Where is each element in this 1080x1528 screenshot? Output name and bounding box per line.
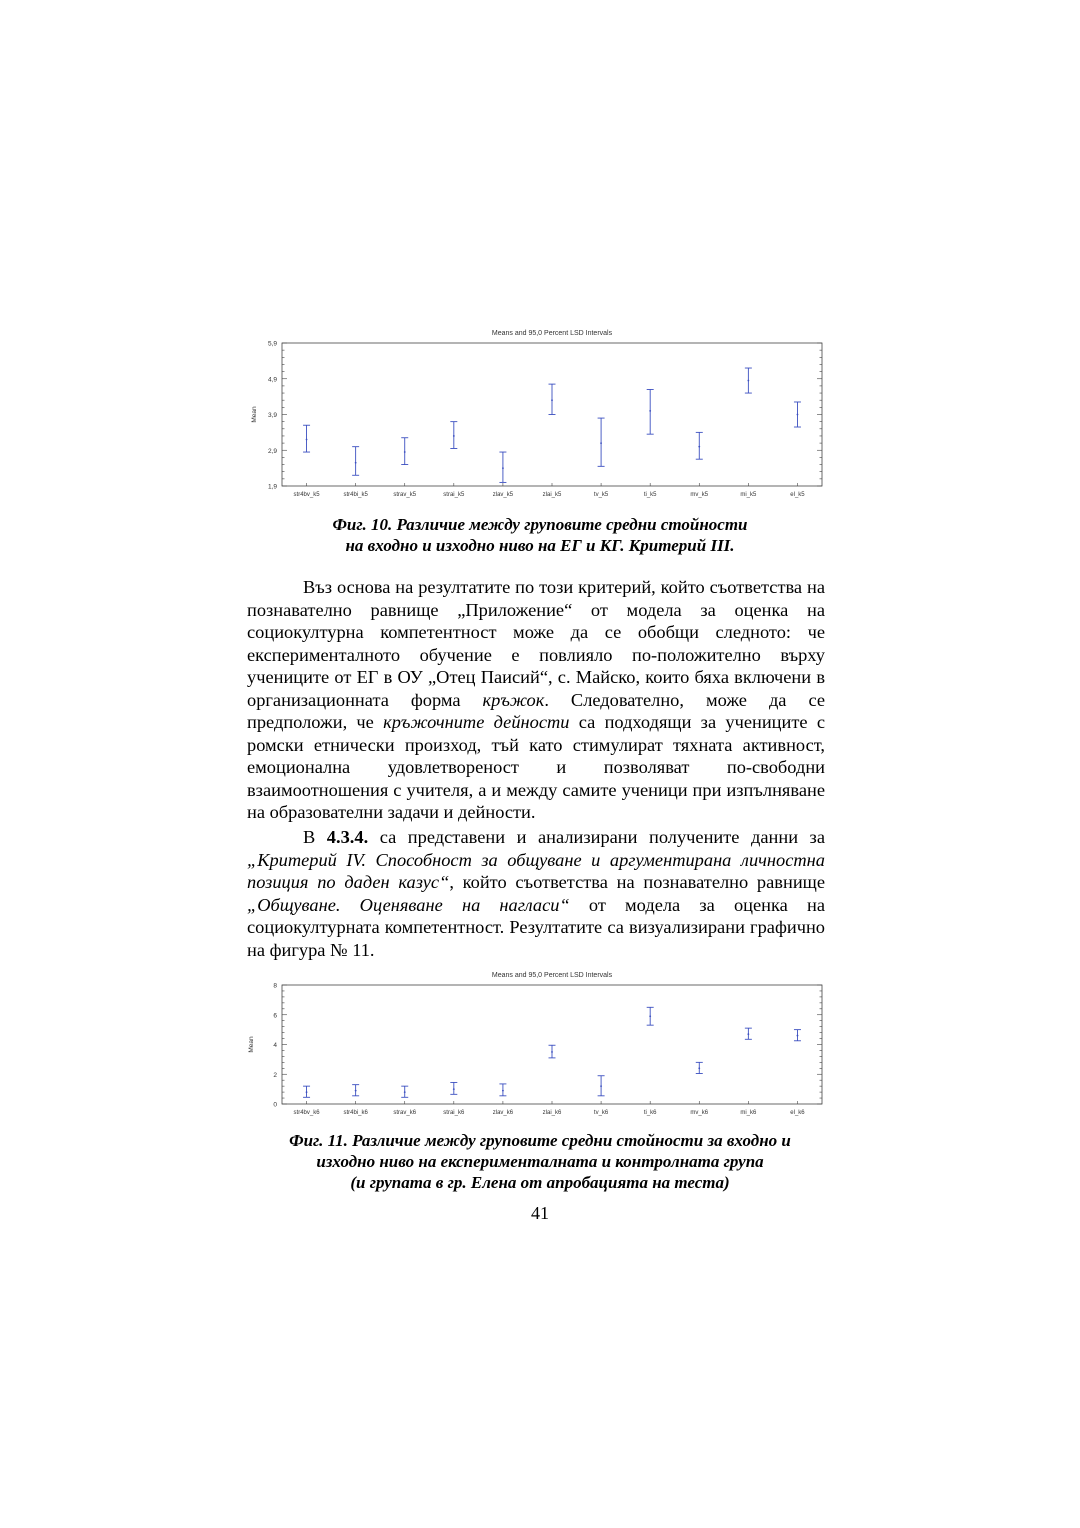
chart-2-title: Means and 95,0 Percent LSD Intervals [491,972,613,979]
section-ref: 4.3.4. [326,827,369,847]
paragraph-2-text: , който съответства на познавателно равнище [449,872,825,892]
chart-1-mean-point [453,435,455,437]
chart-1-xtick-label: strai_k5 [443,492,465,498]
chart-1-mean-point [551,399,553,401]
chart-2-ytick-label: 8 [273,982,277,990]
chart-1-ytick-label: 2,9 [267,447,277,455]
chart-1-xtick-label: el_k5 [790,492,805,498]
figure-10-chart [252,326,824,496]
paragraph-2-em: „Критерий IV. Способност за общуване и аргументирана личностна позиция по даден казус“ [247,849,825,892]
chart-2-ytick-label: 2 [273,1071,277,1079]
chart-2-xtick-label: strai_k6 [443,1110,465,1116]
chart-1-ytick-label: 5,9 [267,340,277,348]
chart-1-xtick-label: str4bv_k5 [293,492,320,498]
chart-1-ytick-label: 4,9 [267,376,277,384]
figure-11-caption-line2: изходно ниво на експерименталната и контролната група [316,1152,764,1171]
paragraph-1-text: са подходящи за учениците с ромски етнически произход, тъй като стимулират тяхната активност, емоционална удовлетвореност и позволяват по-свободни взаимоотношения с учителя, а и между самите ученици при изпълняване на образователни задачи и дейности. [247,712,825,822]
figure-10-caption [200,514,880,556]
chart-1-mean-point [747,380,749,382]
figure-11-caption-line3: (и групата в гр. Елена от апробацията на теста) [350,1173,730,1192]
chart-2-mean-point [502,1090,504,1092]
chart-2-mean-point [747,1033,749,1035]
paragraph-2 [247,826,825,961]
chart-2-xtick-label: el_k6 [790,1110,805,1116]
chart-1-ytick-label: 3,9 [267,412,277,419]
chart-2-xtick-label: str4bv_k6 [293,1110,320,1116]
paragraph-1-em: кръжок [482,689,545,710]
chart-2-xtick-label: str4bi_k6 [343,1110,368,1116]
chart-2-xtick-label: zlav_k6 [492,1110,514,1116]
chart-2-mean-point [306,1091,308,1093]
chart-1-xtick-label: zlav_k5 [492,492,514,498]
chart-2-xtick-label: zlai_k6 [542,1110,562,1116]
chart-1-mean-point [797,414,799,416]
chart-1-xtick-label: strav_k5 [393,492,417,498]
paragraph-2-text: са представени и анализирани получените данни за [368,827,825,847]
figure-11-caption-line1: Фиг. 11. Различие между груповите средни стойности за входно и [289,1131,791,1150]
figure-11-svg [248,968,824,1116]
chart-1-mean-point [600,442,602,444]
chart-2-xtick-label: ti_k6 [643,1110,657,1116]
chart-1-mean-point [404,451,406,453]
chart-2-mean-point [551,1051,553,1053]
chart-1-xtick-label: mi_k5 [740,492,757,498]
figure-11-chart [248,968,824,1116]
chart-1-mean-point [355,462,357,464]
paragraph-1-em: кръжочните дейности [383,712,570,732]
chart-1-xtick-label: mv_k5 [690,492,709,498]
chart-2-mean-point [797,1035,799,1037]
chart-2-xtick-label: mv_k6 [690,1110,709,1116]
chart-1-mean-point [649,410,651,412]
figure-11-caption [200,1130,880,1193]
chart-2-frame [282,985,822,1104]
chart-2-mean-point [600,1085,602,1087]
chart-2-mean-point [649,1015,651,1017]
chart-2-mean-point [453,1088,455,1090]
chart-1-xtick-label: tv_k5 [593,492,609,498]
chart-2-xtick-label: strav_k6 [393,1110,417,1116]
chart-1-mean-point [698,446,700,448]
chart-1-xtick-label: zlai_k5 [542,492,562,498]
paragraph-1-text: Въз основа на резултатите по този критерий, който съответства на познавателно равнище „Приложение“ от модела за оценка на социокултурна компетентност може да се обобщи следното: че експерименталното обучение е повлияло по-положително върху учениците от ЕГ в ОУ „Отец Паисий“, с. Майско, които бяха включени в организационната форма [247,577,825,710]
chart-1-ytick-label: 1,9 [267,483,277,491]
chart-2-mean-point [404,1091,406,1093]
chart-1-xtick-label: ti_k5 [643,492,657,498]
paragraph-1-text: . Следователно, може да се предположи, че [247,689,825,732]
chart-2-mean-point [698,1067,700,1069]
paragraph-2-text: от модела за оценка на социокултурната компетентност. Резултатите са визуализирани графично на фигура № 11. [247,894,826,960]
figure-10-svg [252,326,824,496]
figure-10-caption-line1: Фиг. 10. Различие между груповите средни стойности [332,515,748,534]
chart-1-xtick-label: str4bi_k5 [343,492,368,498]
paragraph-1 [247,576,825,824]
chart-1-mean-point [502,467,504,469]
chart-2-ytick-label: 4 [273,1042,277,1049]
chart-2-ylabel: Mean [248,1036,255,1053]
chart-1-mean-point [306,439,308,441]
paragraph-2-text: В [303,827,327,847]
page-number: 41 [531,1203,549,1223]
figure-10-caption-line2: на входно и изходно ниво на ЕГ и КГ. Критерий III. [345,536,735,555]
chart-2-ytick-label: 6 [273,1012,277,1020]
chart-2-mean-point [355,1090,357,1092]
paragraph-2-em: „Общуване. Оценяване на нагласи“ [247,894,570,915]
chart-2-xtick-label: tv_k6 [593,1110,609,1116]
chart-2-ytick-label: 0 [273,1101,277,1109]
chart-2-xtick-label: mi_k6 [740,1110,757,1116]
chart-1-ylabel: Mean [251,406,258,423]
chart-1-title: Means and 95,0 Percent LSD Intervals [491,330,613,337]
